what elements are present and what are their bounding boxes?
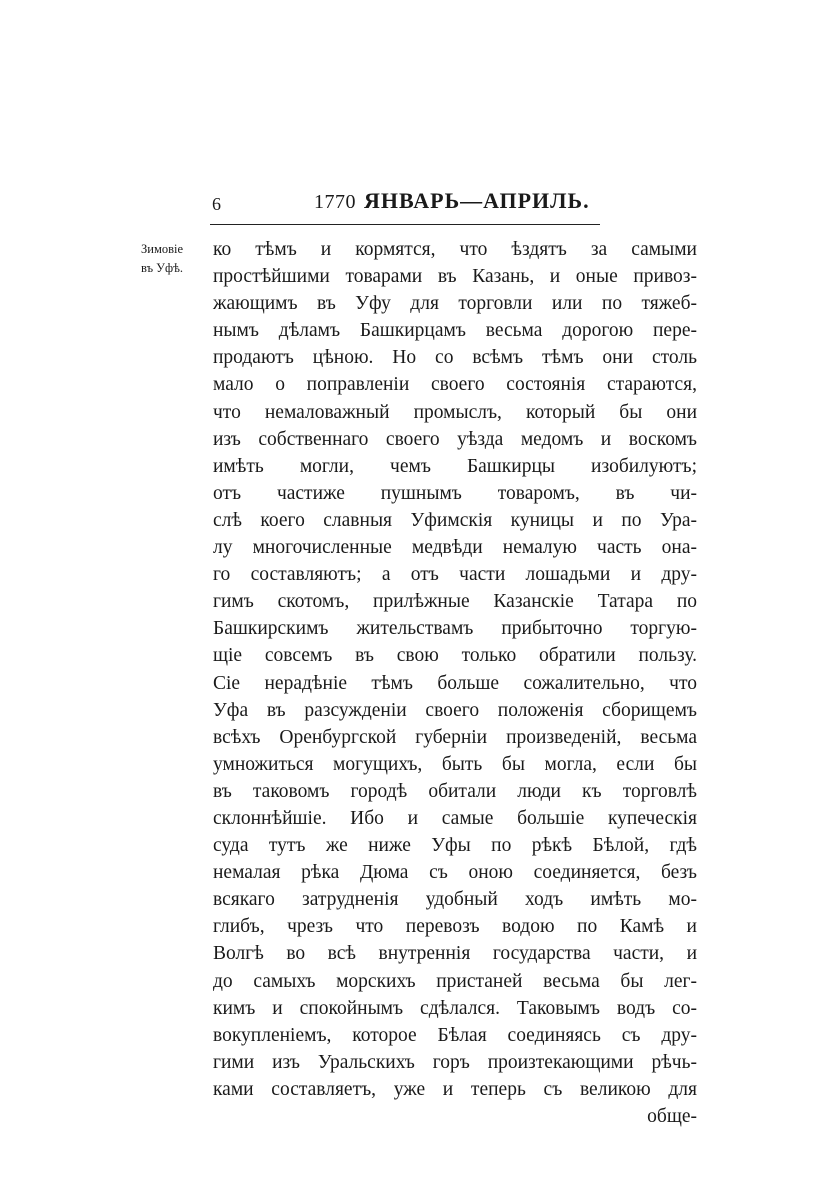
- text-line: вокупленiемъ, которое Бѣлая соединяясь съ дру-: [213, 1024, 697, 1046]
- text-line: слѣ коего славныя Уфимскiя куницы и по Ура-: [213, 509, 697, 531]
- text-line: щiе совсемъ въ свою только обратили пользу.: [213, 645, 697, 667]
- text-line: суда тутъ же ниже Уфы по рѣкѣ Бѣлой, гдѣ: [213, 835, 697, 857]
- text-line: гими изъ Уральскихъ горъ произтекающими рѣчь-: [213, 1051, 697, 1073]
- text-line: мало о поправленiи своего состоянiя стараются,: [213, 374, 697, 396]
- text-line: немалая рѣка Дюма съ оною соединяется, безъ: [213, 862, 697, 884]
- running-head-title: ЯНВАРЬ—АПРИЛЬ.: [364, 188, 590, 213]
- page-header: [210, 188, 600, 225]
- text-line: до самыхъ морскихъ пристаней весьма бы лег-: [213, 970, 697, 992]
- page-number: 6: [212, 194, 221, 214]
- running-head-year: 1770: [314, 191, 356, 213]
- text-line: склоннѣйшiе. Ибо и самые большiе купеческiя: [213, 807, 697, 829]
- text-line: простѣйшими товарами въ Казань, и оные привоз-: [213, 266, 697, 288]
- text-line: Уфа въ разсужденiи своего положенiя сборищемъ: [213, 699, 697, 721]
- marginal-note: [141, 240, 211, 278]
- text-line: что немаловажный промыслъ, который бы они: [213, 401, 697, 423]
- text-line: всякаго затрудненiя удобный ходъ имѣть мо-: [213, 889, 697, 911]
- text-line: глибъ, чрезъ что перевозъ водою по Камѣ и: [213, 916, 697, 938]
- marginal-note-line: Зимовiе: [141, 242, 184, 256]
- text-line: Волгѣ во всѣ внутреннiя государства части, и: [213, 943, 697, 965]
- text-line: ко тѣмъ и кормятся, что ѣздятъ за самыми: [213, 239, 697, 260]
- text-line: Башкирскимъ жительствамъ прибыточно торгую-: [213, 618, 697, 640]
- text-line: ками составляетъ, уже и теперь съ великою для: [213, 1078, 697, 1100]
- text-line: кимъ и спокойнымъ сдѣлался. Таковымъ водъ со-: [213, 997, 697, 1019]
- text-line: продаютъ цѣною. Но со всѣмъ тѣмъ они столь: [213, 347, 697, 369]
- catchword: обще-: [647, 1106, 697, 1127]
- running-head: [314, 188, 590, 214]
- text-line: всѣхъ Оренбургской губернiи произведенiй, весьма: [213, 726, 697, 748]
- text-line: изъ собственнаго своего уѣзда медомъ и воскомъ: [213, 428, 697, 450]
- marginal-note-line: въ Уфѣ.: [141, 261, 184, 275]
- text-line: имѣть могли, чемъ Башкирцы изобилуютъ;: [213, 455, 697, 477]
- body-text: [213, 236, 697, 1130]
- text-line: гимъ скотомъ, прилѣжные Казанскiе Татара по: [213, 591, 697, 613]
- text-line: умножиться могущихъ, быть бы могла, если бы: [213, 753, 697, 775]
- text-line: нымъ дѣламъ Башкирцамъ весьма дорогою пере-: [213, 320, 697, 342]
- text-line: отъ частиже пушнымъ товаромъ, въ чи-: [213, 482, 697, 504]
- text-line: въ таковомъ городѣ обитали люди къ торговлѣ: [213, 780, 697, 802]
- text-line: лу многочисленные медвѣди немалую часть она-: [213, 537, 697, 559]
- text-line: Сiе нерадѣнiе тѣмъ больше сожалительно, что: [213, 672, 697, 694]
- text-line: жающимъ въ Уфу для торговли или по тяжеб-: [213, 293, 697, 315]
- text-line: го составляютъ; а отъ части лошадьми и дру-: [213, 564, 697, 586]
